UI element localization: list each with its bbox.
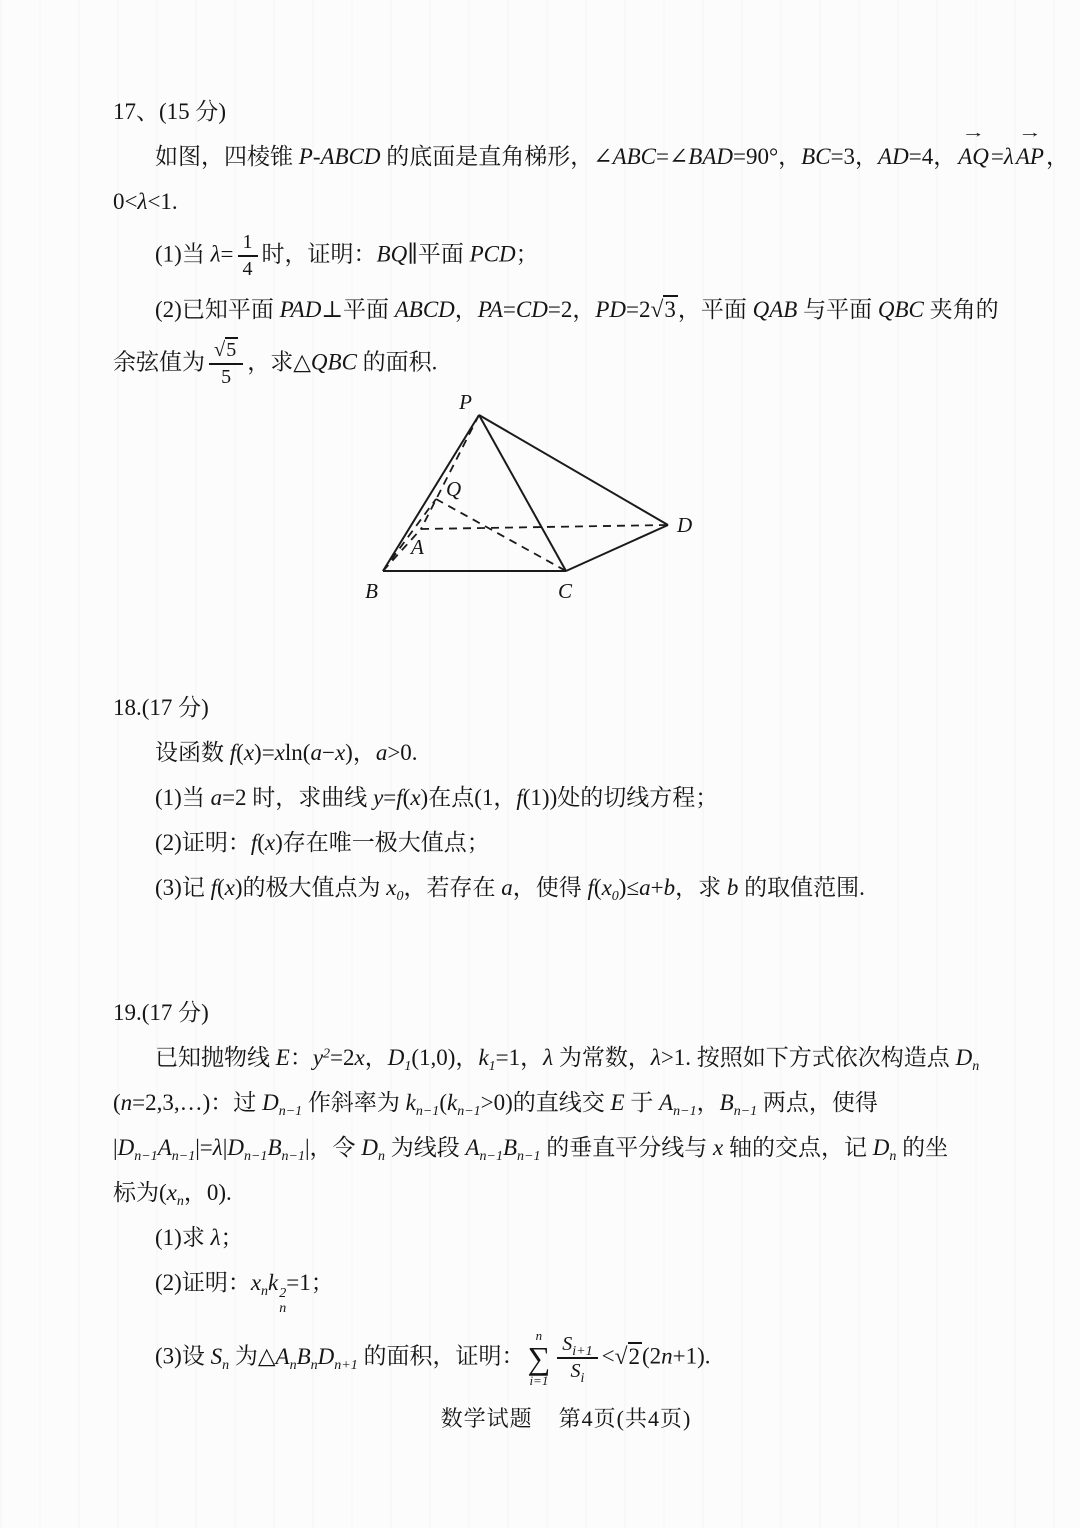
text-line: (1)当 λ= $\frac{1}{4}$ 时，证明：BQ∥平面 PCD； bbox=[155, 231, 539, 280]
text-line: (1)当 a=2 时，求曲线 y=f(x)在点(1，f(1))处的切线方程； bbox=[155, 785, 719, 810]
text-line: (1)求 λ； bbox=[155, 1225, 244, 1250]
text-line: 已知抛物线 E：$y^2=2x$，$D_1(1,0)$，$k_1=1$，λ 为常数，λ>1. 按照如下方式依次构造点 $D_n$ bbox=[155, 1045, 980, 1074]
text-line: 设函数 f(x)=xln(a−x)，a>0. bbox=[155, 740, 418, 765]
vector: → AQ bbox=[958, 125, 989, 169]
vertex-label-P: P bbox=[459, 392, 472, 414]
edge-PD bbox=[479, 415, 668, 525]
problem-19 bbox=[113, 997, 980, 1389]
radical: √5 bbox=[214, 339, 237, 361]
problem-19-heading: 19.(17 分) bbox=[113, 1000, 209, 1025]
radical: √2 bbox=[614, 1343, 640, 1370]
pyramid-figure bbox=[348, 392, 710, 616]
fraction: $\frac{S_{i+1}}{S_i}$ bbox=[557, 1333, 597, 1383]
edge-BQ-dashed bbox=[383, 499, 436, 571]
text-line: 如图，四棱锥 P-ABCD 的底面是直角梯形，∠ABC=∠BAD=90°，BC=3，AD=4， → AQ=λ → AP， bbox=[113, 141, 973, 173]
vertex-label-B: B bbox=[365, 579, 378, 603]
problem-17 bbox=[113, 96, 1069, 389]
fraction: $\frac{√5}{5}$ bbox=[209, 339, 243, 389]
radical: √3 bbox=[650, 297, 676, 323]
problem-19-body bbox=[113, 1042, 980, 1389]
text-line: 0<λ<1. bbox=[113, 189, 178, 214]
text-line: (3)设 $S_n$ 为$\triangle A_nB_nD_{n+1}$ 的面积，证明： n ∑ i=1 $\frac{S_{i+1}}{S_i}$ <√2(2n+1). bbox=[155, 1328, 711, 1389]
footer-doc-title: 数学试题 bbox=[440, 1406, 533, 1431]
fraction: $\frac{1}{4}$ bbox=[238, 231, 258, 281]
problem-17-body bbox=[113, 125, 1069, 389]
edge-CD bbox=[566, 525, 668, 571]
text-line: 标为($x_n$，0). bbox=[113, 1180, 232, 1209]
text-line: (n=2,3,…)：过 $D_{n-1}$ 作斜率为 $k_{n-1}(k_{n-1}>0)$的直线交 E 于 $A_{n-1}$，$B_{n-1}$ 两点，使得 bbox=[113, 1090, 878, 1119]
vertex-label-A: A bbox=[411, 535, 424, 559]
problem-18-body bbox=[113, 737, 973, 904]
vertex-label-C: C bbox=[557, 579, 573, 603]
edge-PA-dashed bbox=[421, 415, 479, 529]
problem-18-heading: 18.(17 分) bbox=[113, 695, 209, 720]
problem-17-heading: 17、(15 分) bbox=[113, 99, 227, 124]
edge-AD-dashed bbox=[421, 525, 668, 529]
vector: → AP bbox=[1015, 125, 1044, 169]
footer-page-info: 第4页(共4页) bbox=[558, 1406, 692, 1431]
vertex-label-D: D bbox=[677, 513, 693, 537]
vertex-label-Q: Q bbox=[446, 477, 462, 501]
text-line: (2)已知平面 PAD⊥平面 ABCD，PA=CD=2，PD=2√3，平面 QAB 与平面 QBC 夹角的 bbox=[155, 297, 999, 323]
text-line: (2)证明：f(x)存在唯一极大值点； bbox=[155, 830, 490, 855]
text-line: 余弦值为 $\frac{√5}{5}$ ，求△QBC 的面积. bbox=[113, 339, 438, 389]
text-line: (3)记 f(x)的极大值点为 $x_0$，若存在 a，使得 $f(x_0)\le a+b$，求 b 的取值范围. bbox=[155, 875, 865, 904]
edge-BP bbox=[383, 415, 479, 571]
page-footer bbox=[0, 1402, 1080, 1433]
problem-18 bbox=[113, 692, 973, 904]
summation: n ∑ i=1 bbox=[527, 1328, 551, 1389]
text-line: $|D_{n-1}A_{n-1}|=\lambda|D_{n-1}B_{n-1}|$，令 $D_n$ 为线段 $A_{n-1}B_{n-1}$ 的垂直平分线与 x 轴的交点，记 $D_n$ 的坐 bbox=[113, 1135, 949, 1164]
text-line: (2)证明：$x_nk$ 2 n =1； bbox=[155, 1270, 334, 1316]
